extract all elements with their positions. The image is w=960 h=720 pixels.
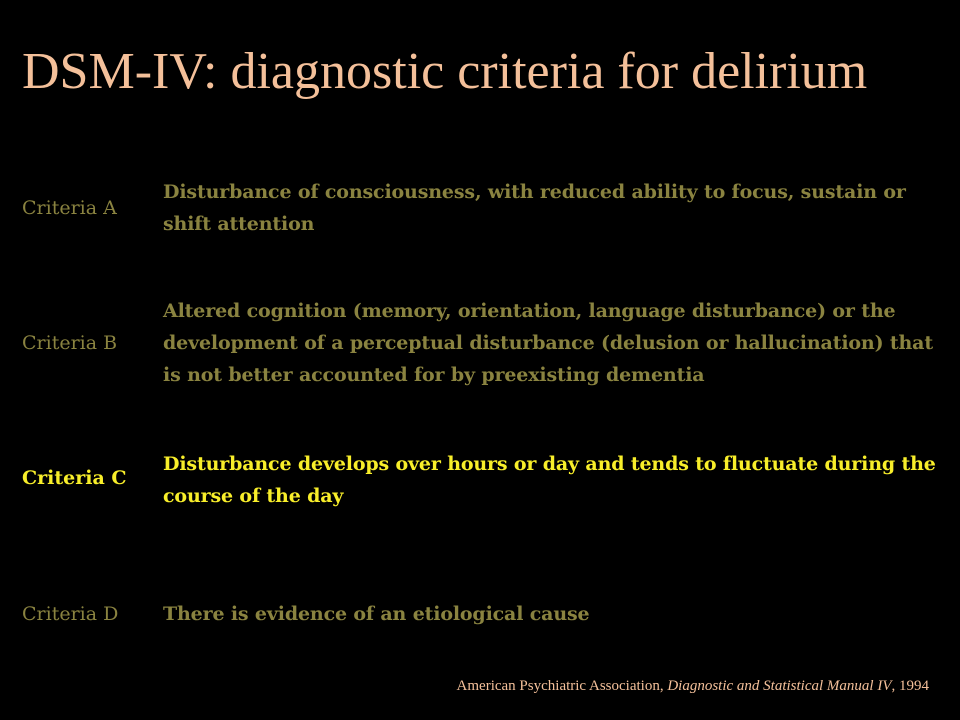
citation-author: American Psychiatric Association, [456, 678, 664, 694]
criteria-description: Disturbance of consciousness, with reduced ability to focus, sustain or shift attention [163, 181, 906, 235]
criteria-label: Criteria B [22, 332, 118, 354]
citation [457, 676, 929, 696]
criteria-label: Criteria D [22, 603, 119, 625]
citation-year: , 1994 [891, 678, 929, 694]
criteria-label: Criteria C [22, 467, 127, 489]
criteria-description: Altered cognition (memory, orientation, language disturbance) or the development of a perceptual disturbance (delusion or hallucination) that is not better accounted for by preexisting dementia [163, 300, 933, 386]
criteria-description: Disturbance develops over hours or day and tends to fluctuate during the course of the day [163, 453, 936, 507]
criteria-label: Criteria A [22, 197, 117, 219]
slide-title: DSM-IV: diagnostic criteria for delirium [22, 43, 868, 100]
criteria-description: There is evidence of an etiological cause [163, 603, 590, 625]
citation-work: Diagnostic and Statistical Manual IV [667, 678, 892, 694]
